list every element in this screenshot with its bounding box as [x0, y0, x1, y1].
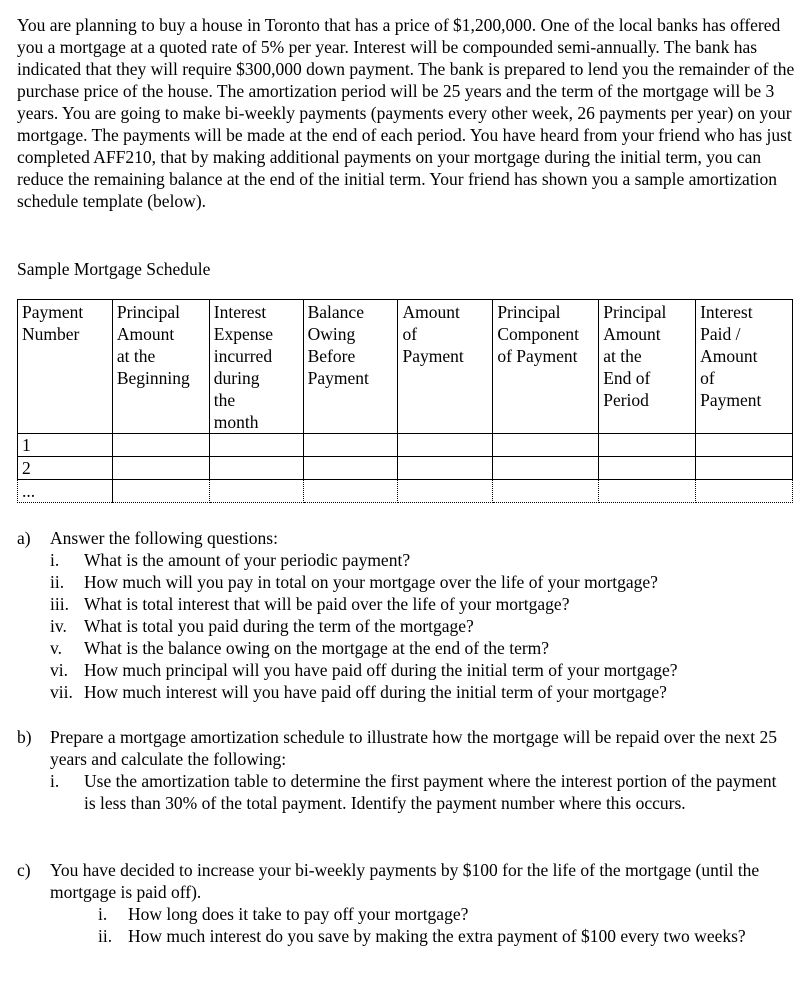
empty-cell — [696, 434, 793, 457]
empty-cell — [209, 480, 303, 503]
table-row — [18, 434, 793, 457]
section-c — [17, 859, 792, 947]
header-text: the — [213, 390, 236, 410]
header-text: Balance — [307, 302, 364, 322]
question-number: vi. — [50, 660, 68, 680]
section-heading: Answer the following questions: — [50, 528, 278, 548]
question-item — [50, 770, 792, 814]
payment-number-cell: 1 — [18, 434, 113, 457]
section-a — [17, 527, 792, 703]
header-text: month — [213, 412, 259, 432]
header-text: incurred — [213, 346, 273, 366]
question-item — [50, 615, 792, 637]
question-number: iv. — [50, 616, 67, 636]
question-item — [50, 637, 792, 659]
question-text: What is the balance owing on the mortgage at the end of the term? — [84, 638, 550, 658]
sample-schedule-title: Sample Mortgage Schedule — [17, 259, 211, 279]
table-header-cell — [112, 300, 209, 434]
empty-cell — [209, 457, 303, 480]
table-header-cell — [209, 300, 303, 434]
section-heading: Prepare a mortgage amortization schedule to illustrate how the mortgage will be repaid over the next 25 years and calculate the following: — [50, 727, 777, 769]
header-text: Beginning — [116, 368, 190, 388]
empty-cell — [209, 434, 303, 457]
empty-cell — [398, 457, 493, 480]
header-text: End of — [603, 368, 651, 388]
header-text: Payment — [307, 368, 369, 388]
empty-cell — [696, 457, 793, 480]
header-text: Amount — [700, 346, 758, 366]
question-text: How much will you pay in total on your mortgage over the life of your mortgage? — [84, 572, 658, 592]
question-text: How long does it take to pay off your mortgage? — [128, 904, 469, 924]
question-text: What is total you paid during the term of the mortgage? — [84, 616, 474, 636]
section-b — [17, 726, 792, 814]
header-text: Number — [22, 324, 80, 344]
empty-cell — [599, 480, 696, 503]
question-item — [50, 659, 792, 681]
section-heading: You have decided to increase your bi-weekly payments by $100 for the life of the mortgage (until the mortgage is paid off). — [50, 860, 760, 902]
question-text: What is the amount of your periodic payment? — [84, 550, 411, 570]
table-row — [18, 480, 793, 503]
section-letter: c) — [17, 860, 31, 880]
header-text: Payment — [402, 346, 464, 366]
empty-cell — [303, 434, 398, 457]
header-text: during — [213, 368, 260, 388]
table-header-cell — [696, 300, 793, 434]
header-text: Payment — [22, 302, 84, 322]
empty-cell — [493, 480, 599, 503]
header-text: at the — [603, 346, 642, 366]
question-number: v. — [50, 638, 62, 658]
empty-cell — [112, 457, 209, 480]
table-header-cell — [493, 300, 599, 434]
empty-cell — [696, 480, 793, 503]
empty-cell — [493, 457, 599, 480]
table-header-row — [18, 300, 793, 434]
question-item — [50, 571, 792, 593]
question-item — [50, 593, 792, 615]
empty-cell — [303, 480, 398, 503]
empty-cell — [398, 480, 493, 503]
header-text: Paid / — [700, 324, 741, 344]
section-letter: b) — [17, 727, 32, 747]
table-header-cell — [599, 300, 696, 434]
table-row — [18, 457, 793, 480]
header-text: of — [700, 368, 715, 388]
question-item — [98, 903, 792, 925]
empty-cell — [112, 480, 209, 503]
header-text: Interest — [700, 302, 753, 322]
question-text: How much interest will you have paid off during the initial term of your mortgage? — [84, 682, 667, 702]
intro-text: You are planning to buy a house in Toronto that has a price of $1,200,000. One of the local banks has offered you a mortgage at a quoted rate of 5% per year. Interest will be compounded semi-annually. The bank has indicated that they will require $300,000 down payment. The bank is prepared to lend you the remainder of the purchase price of the house. The amortization period will be 25 years and the term of the mortgage will be 3 years. You are going to make bi-weekly payments (payments every other week, 26 payments per year) on your mortgage. The payments will be made at the end of each period. You have heard from your friend who has just completed AFF210, that by making additional payments on your mortgage during the initial term, you can reduce the remaining balance at the end of the initial term. Your friend has shown you a sample amortization schedule template (below). — [17, 15, 795, 211]
header-text: Before — [307, 346, 356, 366]
header-text: Interest — [213, 302, 267, 322]
table-header-cell — [398, 300, 493, 434]
question-item — [50, 549, 792, 571]
section-letter: a) — [17, 528, 31, 548]
question-item — [98, 925, 792, 947]
empty-cell — [303, 457, 398, 480]
header-text: Amount — [402, 302, 460, 322]
payment-number-cell: ... — [18, 480, 113, 503]
amortization-template-table — [17, 299, 793, 503]
header-text: Principal — [116, 302, 181, 322]
empty-cell — [599, 434, 696, 457]
table-header-cell — [18, 300, 113, 434]
question-number: ii. — [50, 572, 65, 592]
question-text: How much interest do you save by making the extra payment of $100 every two weeks? — [128, 926, 746, 946]
header-text: of Payment — [497, 346, 578, 366]
question-number: i. — [50, 771, 60, 791]
header-text: Amount — [603, 324, 661, 344]
header-text: Owing — [307, 324, 356, 344]
question-number: i. — [50, 550, 60, 570]
question-number: iii. — [50, 594, 69, 614]
header-text: Component — [497, 324, 579, 344]
question-text: What is total interest that will be paid over the life of your mortgage? — [84, 594, 570, 614]
table-header-cell — [303, 300, 398, 434]
payment-number-cell: 2 — [18, 457, 113, 480]
question-number: i. — [98, 904, 108, 924]
question-item — [50, 681, 792, 703]
empty-cell — [493, 434, 599, 457]
header-text: of — [402, 324, 418, 344]
question-text: How much principal will you have paid off during the initial term of your mortgage? — [84, 660, 678, 680]
header-text: at the — [116, 346, 156, 366]
header-text: Amount — [116, 324, 175, 344]
header-text: Principal — [603, 302, 667, 322]
question-text: Use the amortization table to determine the first payment where the interest portion of the payment is less than 30% of the total payment. Identify the payment number where this occurs. — [84, 771, 777, 813]
empty-cell — [112, 434, 209, 457]
header-text: Expense — [213, 324, 274, 344]
question-number: vii. — [50, 682, 73, 702]
header-text: Principal — [497, 302, 561, 322]
question-number: ii. — [98, 926, 113, 946]
empty-cell — [599, 457, 696, 480]
header-text: Payment — [700, 390, 762, 410]
intro-paragraph — [17, 14, 797, 212]
empty-cell — [398, 434, 493, 457]
header-text: Period — [603, 390, 649, 410]
